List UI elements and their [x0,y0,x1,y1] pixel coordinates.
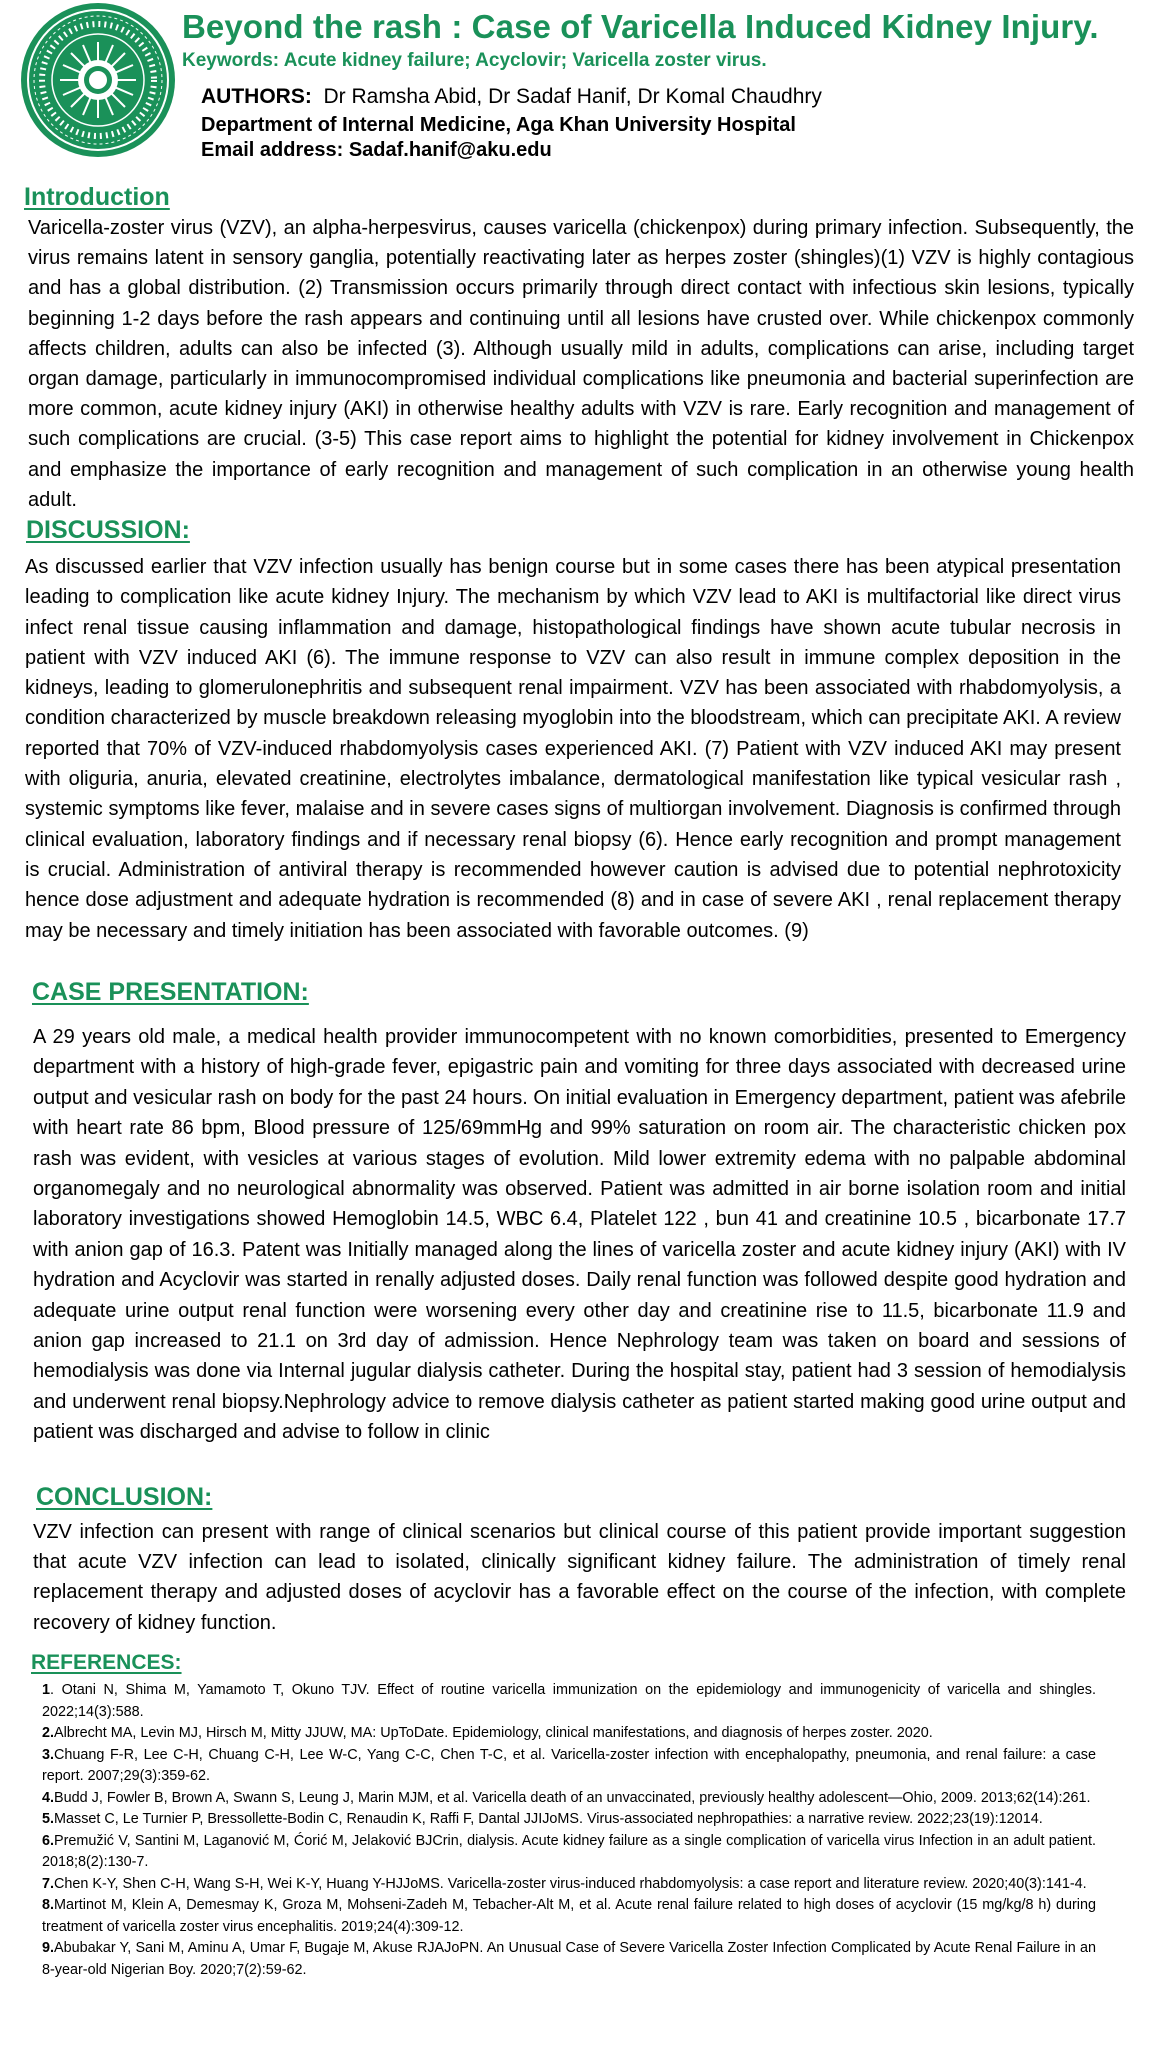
case-presentation-text: A 29 years old male, a medical health provider immunocompetent with no known comorbidities, presented to Emergency department with a history of high-grade fever, epigastric pain and vomiting for three days associated with decreased urine output and vesicular rash on body for the past 24 hours. On initial evaluation in Emergency department, patient was afebrile with heart rate 86 bpm, Blood pressure of 125/69mmHg and 99% saturation on room air. The characteristic chicken pox rash was evident, with vesicles at various stages of evolution. Mild lower extremity edema with no palpable abdominal organomegaly and no neurological abnormality was observed. Patient was admitted in air borne isolation room and initial laboratory investigations showed Hemoglobin 14.5, WBC 6.4, Platelet 122 , bun 41 and creatinine 10.5 , bicarbonate 17.7 with anion gap of 16.3. Patent was Initially managed along the lines of varicella zoster and acute kidney injury (AKI) with IV hydration and Acyclovir was started in renally adjusted doses. Daily renal function was followed despite good hydration and adequate urine output renal function were worsening every other day and creatinine rise to 11.5, bicarbonate 11.9 and anion gap increased to 21.1 on 3rd day of admission. Hence Nephrology team was taken on board and sessions of hemodialysis was done via Internal jugular dialysis catheter. During the hospital stay, patient had 3 session of hemodialysis and underwent renal biopsy.Nephrology advice to remove dialysis catheter as patient started making good urine output and patient was discharged and advise to follow in clinic [33,1026,1126,1444]
authors-line [201,85,822,109]
authors-label: AUTHORS: [201,85,312,108]
references-heading: REFERENCES: [31,1651,182,1674]
reference-item: 2.Albrecht MA, Levin MJ, Hirsch M, Mitty JJUW, MA: UpToDate. Epidemiology, clinical manifestations, and diagnosis of herpes zoster. 2020. [42,1725,933,1741]
poster-title: Beyond the rash : Case of Varicella Induced Kidney Injury. [182,8,1099,45]
conclusion-text: VZV infection can present with range of clinical scenarios but clinical course of this patient provide important suggestion that acute VZV infection can lead to isolated, clinically significant kidney failure. The administration of timely renal replacement therapy and adjusted doses of acyclovir has a favorable effect on the course of the infection, with complete recovery of kidney function. [33,1521,1126,1634]
conclusion-heading: CONCLUSION: [36,1483,213,1511]
authors-names: Dr Ramsha Abid, Dr Sadaf Hanif, Dr Komal Chaudhry [323,85,822,108]
case-presentation-heading: CASE PRESENTATION: [32,978,309,1006]
reference-item: 4.Budd J, Fowler B, Brown A, Swann S, Leung J, Marin MJM, et al. Varicella death of an unvaccinated, previously healthy adolescent—Ohio, 2009. 2013;62(14):261. [42,1789,1091,1806]
reference-item: 9.Abubakar Y, Sani M, Aminu A, Umar F, Bugaje M, Akuse RJAJoPN. An Unusual Case of Severe Varicella Zoster Infection Complicated by Acute Renal Failure in an 8-year-old Nigerian Boy. 2020;7(2):59-62. [42,1940,1096,1978]
discussion-heading: DISCUSSION: [26,516,190,544]
discussion-text: As discussed earlier that VZV infection usually has benign course but in some cases there has been atypical presentation leading to complication like acute kidney Injury. The mechanism by which VZV lead to AKI is multifactorial like direct virus infect renal tissue causing inflammation and damage, histopathological findings have shown acute tubular necrosis in patient with VZV induced AKI (6). The immune response to VZV can also result in immune complex deposition in the kidneys, leading to glomerulonephritis and subsequent renal impairment. VZV has been associated with rhabdomyolysis, a condition characterized by muscle breakdown releasing myoglobin into the bloodstream, which can precipitate AKI. A review reported that 70% of VZV-induced rhabdomyolysis cases experienced AKI. (7) Patient with VZV induced AKI may present with oliguria, anuria, elevated creatinine, electrolytes imbalance, dermatological manifestation like typical vesicular rash , systemic symptoms like fever, malaise and in severe cases signs of multiorgan involvement. Diagnosis is confirmed through clinical evaluation, laboratory findings and if necessary renal biopsy (6). Hence early recognition and prompt management is crucial. Administration of antiviral therapy is recommended however caution is advised due to potential nephrotoxicity hence dose adjustment and adequate hydration is recommended (8) and in case of severe AKI , renal replacement therapy may be necessary and timely initiation has been associated with favorable outcomes. (9) [25,556,1121,942]
department: Department of Internal Medicine, Aga Khan University Hospital [201,114,796,136]
reference-item: 3.Chuang F-R, Lee C-H, Chuang C-H, Lee W-C, Yang C-C, Chen T-C, et al. Varicella-zoster infection with encephalopathy, pneumonia, and renal failure: a case report. 2007;29(3):359-62. [42,1746,1096,1784]
reference-item: 6.Premužić V, Santini M, Laganović M, Ćorić M, Jelaković BJCrin, dialysis. Acute kidney failure as a single complication of varicella virus Infection in an adult patient. 2018;8(2):130-7. [42,1832,1096,1870]
reference-item: 5.Masset C, Le Turnier P, Bressollette-Bodin C, Renaudin K, Raffi F, Dantal JJIJoMS. Virus-associated nephropathies: a narrative review. 2022;23(19):12014. [42,1811,1043,1827]
reference-item: 7.Chen K-Y, Shen C-H, Wang S-H, Wei K-Y, Huang Y-HJJoMS. Varicella-zoster virus-induced rhabdomyolysis: a case report and literature review. 2020;40(3):141-4. [42,1875,1087,1892]
introduction-text: Varicella-zoster virus (VZV), an alpha-herpesvirus, causes varicella (chickenpox) during primary infection. Subsequently, the virus remains latent in sensory ganglia, potentially reactivating later as herpes zoster (shingles)(1) VZV is highly contagious and has a global distribution. (2) Transmission occurs primarily through direct contact with infectious skin lesions, typically beginning 1-2 days before the rash appears and continuing until all lesions have crusted over. While chickenpox commonly affects children, adults can also be infected (3). Although usually mild in adults, complications can arise, including target organ damage, particularly in immunocompromised individual complications like pneumonia and bacterial superinfection are more common, acute kidney injury (AKI) in otherwise healthy adults with VZV is rare. Early recognition and management of such complications are crucial. (3-5) This case report aims to highlight the potential for kidney involvement in Chickenpox and emphasize the importance of early recognition and management of such complication in an otherwise young health adult. [28,217,1134,511]
keywords: Keywords: Acute kidney failure; Acyclovir; Varicella zoster virus. [182,50,767,71]
email-address: Email address: Sadaf.hanif@aku.edu [201,139,552,161]
references-list [42,1680,1096,1981]
reference-item: 8.Martinot M, Klein A, Demesmay K, Groza M, Mohseni-Zadeh M, Tebacher-Alt M, et al. Acute renal failure related to high doses of acyclovir (15 mg/kg/8 h) during treatment of varicella zoster virus encephalitis. 2019;24(4):309-12. [42,1897,1096,1935]
introduction-heading: Introduction [24,183,170,211]
reference-item: 1. Otani N, Shima M, Yamamoto T, Okuno TJV. Effect of routine varicella immunization on the epidemiology and immunogenicity of varicella and shingles. 2022;14(3):588. [42,1682,1096,1720]
university-logo-icon [20,2,176,158]
